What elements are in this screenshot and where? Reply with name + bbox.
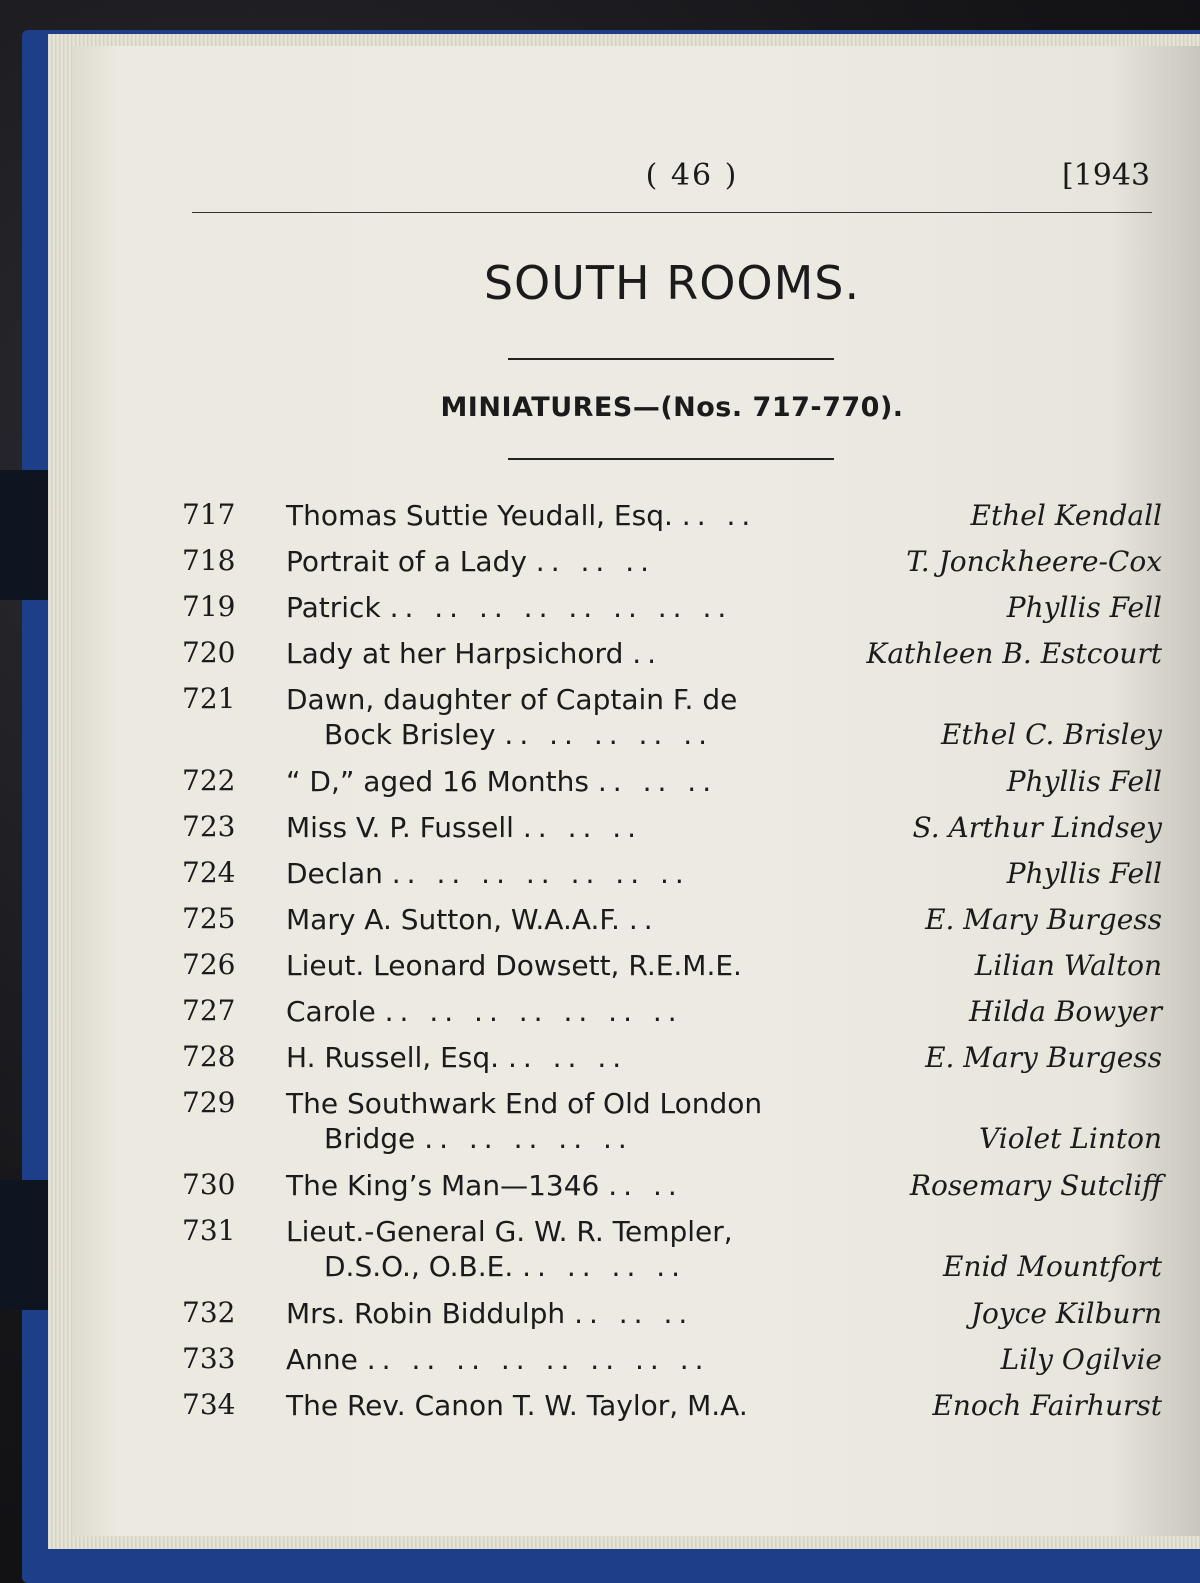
catalogue-entry — [182, 1040, 1162, 1086]
leader-dots: .. .. .. .. .. — [424, 1122, 633, 1155]
entry-artist: Violet Linton — [979, 1122, 1162, 1155]
catalogue-entry — [182, 764, 1162, 810]
entry-number: 720 — [182, 636, 236, 669]
running-head-year: [1943 — [1062, 158, 1151, 193]
catalogue-entry — [182, 636, 1162, 682]
leader-dots: .. .. .. .. .. .. .. — [391, 857, 690, 890]
entry-title-text: The Rev. Canon T. W. Taylor, M.A. — [286, 1389, 748, 1422]
header-rule — [192, 212, 1152, 213]
catalogue-entry — [182, 948, 1162, 994]
entry-title-text: Lieut.-General G. W. R. Templer, — [286, 1215, 733, 1248]
catalogue-entry — [182, 1168, 1162, 1214]
entry-artist: S. Arthur Lindsey — [912, 811, 1162, 844]
entry-title — [286, 1086, 876, 1156]
entry-artist: Rosemary Sutcliff — [909, 1169, 1162, 1202]
entry-title — [286, 1214, 876, 1284]
entry-title — [286, 636, 876, 671]
entry-title-continuation: Bock Brisley — [324, 718, 496, 751]
entry-title-text: Mary A. Sutton, W.A.A.F. — [286, 903, 620, 936]
entry-number: 718 — [182, 544, 236, 577]
entry-number: 727 — [182, 994, 236, 1027]
leader-dots: .. .. .. .. — [522, 1250, 687, 1283]
entry-title-text: Thomas Suttie Yeudall, Esq. — [286, 499, 673, 532]
entry-number: 719 — [182, 590, 236, 623]
entry-number: 732 — [182, 1296, 236, 1329]
catalogue-entry — [182, 1086, 1162, 1168]
entry-title — [286, 810, 876, 845]
entry-title — [286, 948, 876, 983]
leader-dots: .. .. .. — [597, 765, 718, 798]
entry-title — [286, 1040, 876, 1075]
leader-dots: .. .. .. — [535, 545, 655, 578]
catalogue-entry — [182, 1342, 1162, 1388]
entry-artist: Enoch Fairhurst — [932, 1389, 1162, 1422]
entry-title-text: The Southwark End of Old London — [286, 1087, 763, 1120]
leader-dots: .. .. — [608, 1169, 683, 1202]
entry-artist: E. Mary Burgess — [925, 903, 1162, 936]
catalogue-entry — [182, 810, 1162, 856]
entry-title-text: Portrait of a Lady — [286, 545, 527, 578]
entry-number: 733 — [182, 1342, 236, 1375]
entry-number: 734 — [182, 1388, 236, 1421]
entry-artist: Joyce Kilburn — [970, 1297, 1162, 1330]
entry-title — [286, 902, 876, 937]
entry-number: 723 — [182, 810, 236, 843]
entry-artist: Ethel Kendall — [970, 499, 1162, 532]
entry-number: 722 — [182, 764, 236, 797]
entry-artist: Phyllis Fell — [1006, 857, 1162, 890]
catalogue-entry — [182, 994, 1162, 1040]
catalogue-entry — [182, 590, 1162, 636]
leader-dots: .. .. .. .. .. .. .. .. — [366, 1343, 710, 1376]
entry-title-text: Carole — [286, 995, 376, 1028]
entry-title-text: H. Russell, Esq. — [286, 1041, 500, 1074]
entry-title-continuation: D.S.O., O.B.E. — [324, 1250, 514, 1283]
entry-title — [286, 544, 876, 579]
entry-title — [286, 682, 876, 752]
entry-artist: E. Mary Burgess — [925, 1041, 1162, 1074]
catalogue-page — [72, 46, 1200, 1536]
entry-title — [286, 1388, 876, 1423]
leader-dots: .. — [632, 637, 663, 670]
entry-artist: Lilian Walton — [974, 949, 1162, 982]
leader-dots: .. .. — [681, 499, 757, 532]
entry-title — [286, 1342, 876, 1377]
leader-dots: .. .. .. — [507, 1041, 628, 1074]
entry-title-text: Declan — [286, 857, 383, 890]
leader-dots: .. .. .. — [522, 811, 643, 844]
entry-title-text: Patrick — [286, 591, 381, 624]
catalogue-entry — [182, 856, 1162, 902]
entry-artist: T. Jonckheere-Cox — [906, 545, 1162, 578]
catalogue-entry — [182, 498, 1162, 544]
entry-number: 730 — [182, 1168, 236, 1201]
entry-number: 724 — [182, 856, 236, 889]
entry-number: 729 — [182, 1086, 236, 1119]
entry-number: 725 — [182, 902, 236, 935]
entry-number: 731 — [182, 1214, 236, 1247]
entry-title-text: Miss V. P. Fussell — [286, 811, 514, 844]
title-rule-upper — [508, 358, 834, 360]
entry-title-text: Lieut. Leonard Dowsett, R.E.M.E. — [286, 949, 742, 982]
entry-title-text: Mrs. Robin Biddulph — [286, 1297, 566, 1330]
entry-title — [286, 856, 876, 891]
entry-artist: Lily Ogilvie — [1000, 1343, 1162, 1376]
entry-artist: Enid Mountfort — [943, 1250, 1162, 1283]
entry-title — [286, 764, 876, 799]
entries-list — [182, 498, 1162, 1434]
entry-number: 726 — [182, 948, 236, 981]
leader-dots: .. .. .. — [574, 1297, 694, 1330]
catalogue-entry — [182, 682, 1162, 764]
entry-title — [286, 498, 876, 533]
entry-artist: Hilda Bowyer — [968, 995, 1162, 1028]
entry-artist: Phyllis Fell — [1006, 591, 1162, 624]
catalogue-entry — [182, 544, 1162, 590]
entry-title-text: Dawn, daughter of Captain F. de — [286, 683, 738, 716]
section-title: SOUTH ROOMS. — [483, 256, 861, 310]
entry-title-text: The King’s Man—1346 — [286, 1169, 600, 1202]
entry-number: 717 — [182, 498, 236, 531]
leader-dots: .. .. .. .. .. .. .. .. — [389, 591, 733, 624]
leader-dots: .. — [628, 903, 659, 936]
entry-artist: Kathleen B. Estcourt — [866, 637, 1162, 670]
entry-title-text: Anne — [286, 1343, 358, 1376]
entry-title-text: Lady at her Harpsichord — [286, 637, 624, 670]
catalogue-entry — [182, 902, 1162, 948]
leader-dots: .. .. .. .. .. .. .. — [384, 995, 683, 1028]
catalogue-entry — [182, 1388, 1162, 1434]
entry-title-text: “ D,” aged 16 Months — [286, 765, 589, 798]
entry-number: 728 — [182, 1040, 236, 1073]
entry-number: 721 — [182, 682, 236, 715]
leader-dots: .. .. .. .. .. — [504, 718, 714, 751]
entry-title — [286, 1168, 876, 1203]
subsection-title: MINIATURES—(Nos. 717-770). — [440, 392, 904, 423]
entry-title — [286, 994, 876, 1029]
entry-title — [286, 590, 876, 625]
entry-title — [286, 1296, 876, 1331]
page-number: ( 46 ) — [645, 158, 739, 193]
catalogue-entry — [182, 1296, 1162, 1342]
catalogue-entry — [182, 1214, 1162, 1296]
title-rule-lower — [508, 458, 834, 460]
entry-title-continuation: Bridge — [324, 1122, 416, 1155]
entry-artist: Ethel C. Brisley — [940, 718, 1162, 751]
entry-artist: Phyllis Fell — [1006, 765, 1162, 798]
